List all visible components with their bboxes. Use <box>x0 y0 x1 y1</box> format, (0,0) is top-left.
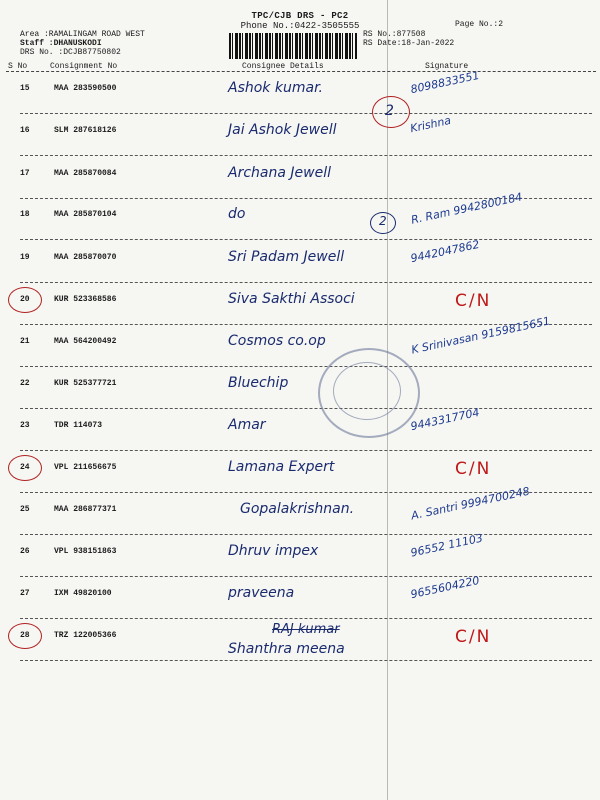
sheet-title: TPC/CJB DRS - PC2 <box>251 11 349 21</box>
page-number: Page No.:2 <box>455 20 504 29</box>
consignment-number: VPL 938151863 <box>54 547 117 556</box>
company-seal-stamp-inner <box>333 362 401 420</box>
recipient-signature: R. Ram 9942800184 <box>409 190 524 227</box>
row-divider <box>20 239 592 240</box>
rs-date: RS Date:18-Jan-2022 <box>363 39 455 48</box>
cn-mark: C/N <box>455 459 492 479</box>
consignee-handwritten: Amar <box>228 417 266 433</box>
table-row <box>0 367 600 409</box>
consignment-number: MAA 286877371 <box>54 505 117 514</box>
consignee-handwritten: Archana Jewell <box>228 165 331 181</box>
consignee-handwritten: Shanthra meena <box>228 641 345 657</box>
recipient-signature: Krishna <box>409 113 453 136</box>
row-serial-number: 20 <box>20 295 30 304</box>
col-header-sno: S No <box>8 62 28 71</box>
staff-label: Staff :DHANUSKODI <box>20 39 102 48</box>
table-row <box>0 484 600 535</box>
red-circle-mark <box>8 623 42 649</box>
barcode <box>229 33 357 59</box>
row-serial-number: 17 <box>20 169 30 178</box>
table-row <box>0 114 600 156</box>
consignment-number: VPL 211656675 <box>54 463 117 472</box>
consignment-number: MAA 285870070 <box>54 253 117 262</box>
consignment-number: TDR 114073 <box>54 421 103 430</box>
table-row <box>0 283 600 325</box>
consignee-handwritten: Cosmos co.op <box>228 333 326 349</box>
consignee-handwritten: Ashok kumar. <box>228 80 323 96</box>
row-serial-number: 19 <box>20 253 30 262</box>
consignment-number: IXM 49820100 <box>54 589 112 598</box>
recipient-signature: K Srinivasan 9159815651 <box>410 314 552 357</box>
recipient-signature: 9442047862 <box>409 237 481 266</box>
table-row <box>0 237 600 283</box>
row-serial-number: 23 <box>20 421 30 430</box>
red-circle-mark <box>8 287 42 313</box>
col-header-consignment: Consignment No <box>50 62 118 71</box>
row-serial-number: 24 <box>20 463 30 472</box>
bracket-mark-top: 2 <box>385 103 394 119</box>
consignment-number: TRZ 122005366 <box>54 631 117 640</box>
row-divider <box>20 660 592 661</box>
row-divider <box>20 155 592 156</box>
consignment-number: SLM 287618126 <box>54 126 117 135</box>
consignee-handwritten: do <box>228 206 246 222</box>
recipient-signature: 9655604220 <box>409 573 481 602</box>
row-serial-number: 15 <box>20 84 30 93</box>
col-header-signature: Signature <box>425 62 469 71</box>
recipient-signature: 96552 11103 <box>409 531 485 560</box>
table-row <box>0 451 600 493</box>
consignment-number: MAA 283590500 <box>54 84 117 93</box>
row-serial-number: 26 <box>20 547 30 556</box>
area-label: Area :RAMALINGAM ROAD WEST <box>20 30 145 39</box>
table-row <box>0 531 600 577</box>
phone-number: Phone No.:0422-3505555 <box>240 21 360 31</box>
table-row <box>0 314 600 367</box>
drs-number: DRS No. :DCJB87750802 <box>20 48 121 57</box>
consignee-handwritten: Lamana Expert <box>228 459 335 475</box>
recipient-signature: A. Santri 9994700248 <box>409 484 531 523</box>
consignee-handwritten: Bluechip <box>228 375 289 391</box>
cn-mark: C/N <box>455 291 492 311</box>
consignee-handwritten: praveena <box>228 585 295 601</box>
table-row <box>0 573 600 619</box>
consignment-number: MAA 285870084 <box>54 169 117 178</box>
cn-mark: C/N <box>455 627 492 647</box>
rs-number: RS No.:877508 <box>363 30 426 39</box>
table-row <box>0 405 600 451</box>
table-row <box>0 68 600 114</box>
row-serial-number: 27 <box>20 589 30 598</box>
consignee-handwritten: Gopalakrishnan. <box>240 501 355 517</box>
row-serial-number: 22 <box>20 379 30 388</box>
consignment-number: MAA 564200492 <box>54 337 117 346</box>
consignment-number: MAA 285870104 <box>54 210 117 219</box>
recipient-signature: 8098833551 <box>409 68 481 97</box>
consignee-handwritten: Jai Ashok Jewell <box>228 122 337 138</box>
recipient-signature: 9443317704 <box>409 405 481 434</box>
row-serial-number: 16 <box>20 126 30 135</box>
row-serial-number: 21 <box>20 337 30 346</box>
struck-name: RAJ kumar <box>272 622 340 637</box>
row-serial-number: 25 <box>20 505 30 514</box>
consignee-handwritten: Siva Sakthi Associ <box>228 291 355 307</box>
consignee-handwritten: Dhruv impex <box>228 543 319 559</box>
consignment-number: KUR 525377721 <box>54 379 117 388</box>
header-center <box>225 11 375 31</box>
col-header-consignee: Consignee Details <box>242 62 324 71</box>
consignment-number: KUR 523368586 <box>54 295 117 304</box>
row-serial-number: 18 <box>20 210 30 219</box>
header-left <box>20 30 145 57</box>
row-serial-number: 28 <box>20 631 30 640</box>
bracket-mark-bottom: 2 <box>379 214 387 228</box>
red-circle-mark <box>8 455 42 481</box>
header-right <box>363 30 454 48</box>
consignee-handwritten: Sri Padam Jewell <box>228 249 345 265</box>
table-row <box>0 190 600 240</box>
